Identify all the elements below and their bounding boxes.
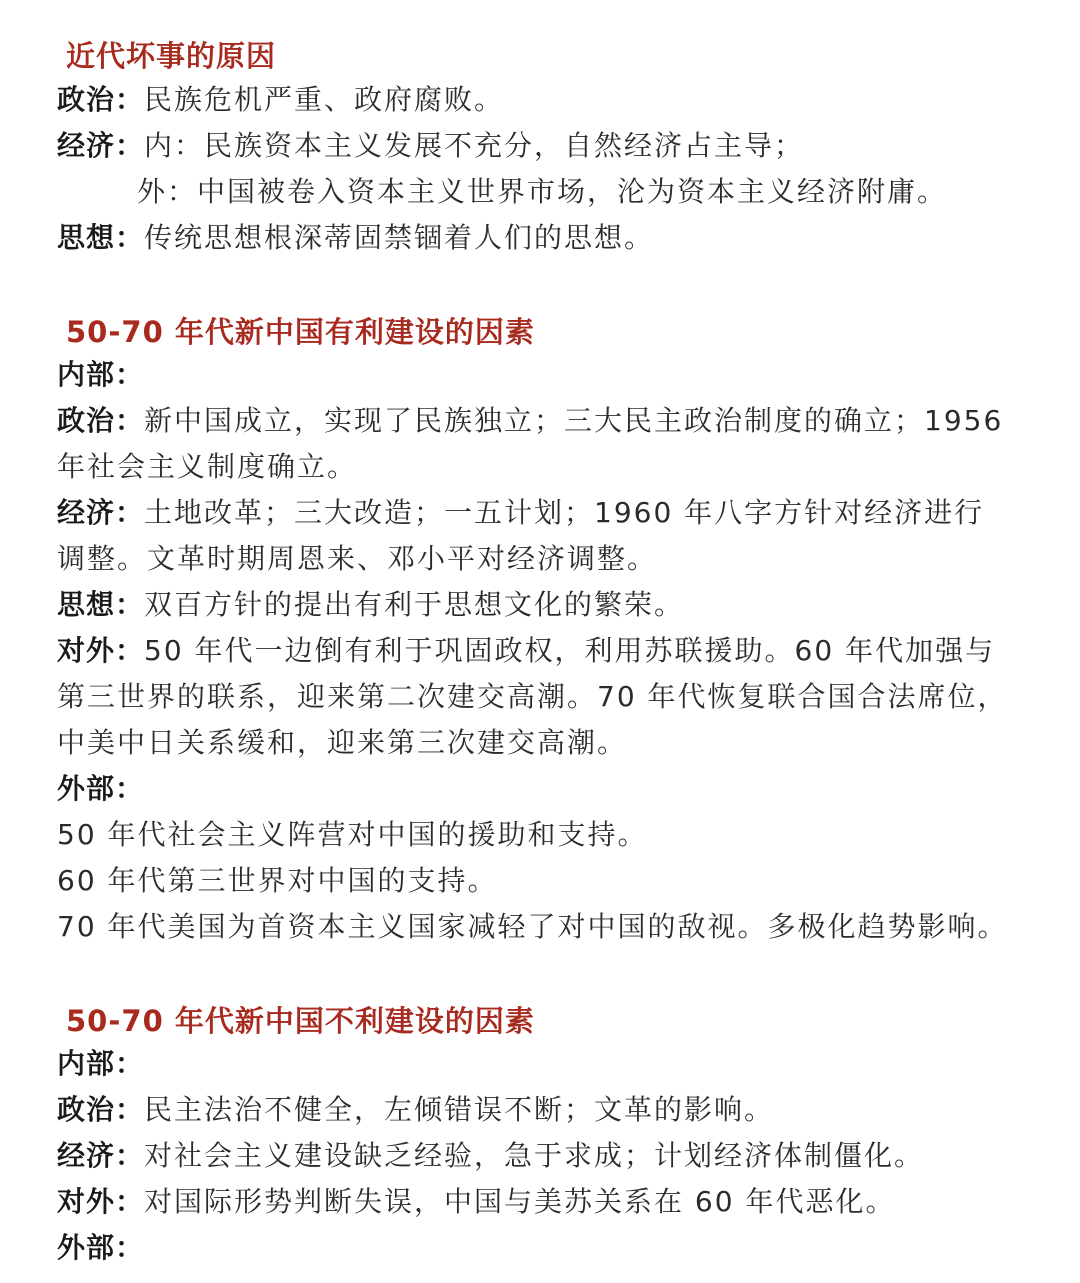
line-label: 对外： <box>57 1185 145 1218</box>
line-economy <box>57 496 984 530</box>
line-label: 政治： <box>57 404 145 437</box>
section-title-modern-causes: 近代坏事的原因 <box>66 39 277 73</box>
line-text: 民主法治不健全，左倾错误不断；文革的影响。 <box>144 1093 775 1126</box>
line-label: 对外： <box>57 634 145 667</box>
line-label: 政治： <box>57 83 145 116</box>
section-title-favorable-factors: 50-70 年代新中国有利建设的因素 <box>66 315 535 349</box>
line-internal <box>57 1047 144 1081</box>
line-foreign <box>57 634 995 668</box>
line-text: 内：民族资本主义发展不充分，自然经济占主导； <box>144 129 805 162</box>
line-text: 传统思想根深蒂固禁锢着人们的思想。 <box>144 221 655 254</box>
line-text: 中美中日关系缓和，迎来第三次建交高潮。 <box>57 726 628 759</box>
line-text: 年社会主义制度确立。 <box>57 450 358 483</box>
line-economy <box>57 129 804 163</box>
line-text: 新中国成立，实现了民族独立；三大民主政治制度的确立；1956 <box>144 404 1004 437</box>
line-external <box>57 1231 144 1265</box>
line-label: 思想： <box>57 588 145 621</box>
line-label: 政治： <box>57 1093 145 1126</box>
line-continuation <box>57 542 657 576</box>
line-text: 70 年代美国为首资本主义国家减轻了对中国的敌视。多极化趋势影响。 <box>57 910 1008 943</box>
line-economy <box>57 1139 924 1173</box>
line-text: 外：中国被卷入资本主义世界市场，沦为资本主义经济附庸。 <box>137 175 948 208</box>
line-continuation <box>57 726 627 760</box>
line-politics <box>57 1093 774 1127</box>
line-thought <box>57 588 684 622</box>
line-item <box>57 864 498 898</box>
line-politics <box>57 404 1003 438</box>
line-text: 土地改革；三大改造；一五计划；1960 年八字方针对经济进行 <box>144 496 985 529</box>
line-label: 经济： <box>57 129 145 162</box>
line-thought <box>57 221 654 255</box>
line-text: 双百方针的提出有利于思想文化的繁荣。 <box>144 588 685 621</box>
line-continuation <box>57 450 357 484</box>
line-internal <box>57 358 144 392</box>
line-label: 经济： <box>57 496 145 529</box>
line-foreign <box>57 1185 895 1219</box>
line-label: 内部： <box>57 1047 145 1080</box>
line-external <box>57 772 144 806</box>
line-label: 思想： <box>57 221 145 254</box>
line-label: 内部： <box>57 358 145 391</box>
line-continuation <box>57 680 1008 714</box>
line-item <box>57 910 1008 944</box>
line-text: 民族危机严重、政府腐败。 <box>144 83 505 116</box>
line-text: 50 年代一边倒有利于巩固政权，利用苏联援助。60 年代加强与 <box>144 634 996 667</box>
line-label: 外部： <box>57 772 145 805</box>
line-text: 调整。文革时期周恩来、邓小平对经济调整。 <box>57 542 658 575</box>
line-item <box>57 818 648 852</box>
line-label: 外部： <box>57 1231 145 1264</box>
line-economy-external <box>137 175 947 209</box>
line-text: 第三世界的联系，迎来第二次建交高潮。70 年代恢复联合国合法席位， <box>57 680 1008 713</box>
line-text: 60 年代第三世界对中国的支持。 <box>57 864 498 897</box>
line-text: 对国际形势判断失误，中国与美苏关系在 60 年代恶化。 <box>144 1185 896 1218</box>
line-politics <box>57 83 504 117</box>
line-label: 经济： <box>57 1139 145 1172</box>
line-text: 对社会主义建设缺乏经验，急于求成；计划经济体制僵化。 <box>144 1139 925 1172</box>
line-text: 50 年代社会主义阵营对中国的援助和支持。 <box>57 818 648 851</box>
section-title-unfavorable-factors: 50-70 年代新中国不利建设的因素 <box>66 1004 535 1038</box>
